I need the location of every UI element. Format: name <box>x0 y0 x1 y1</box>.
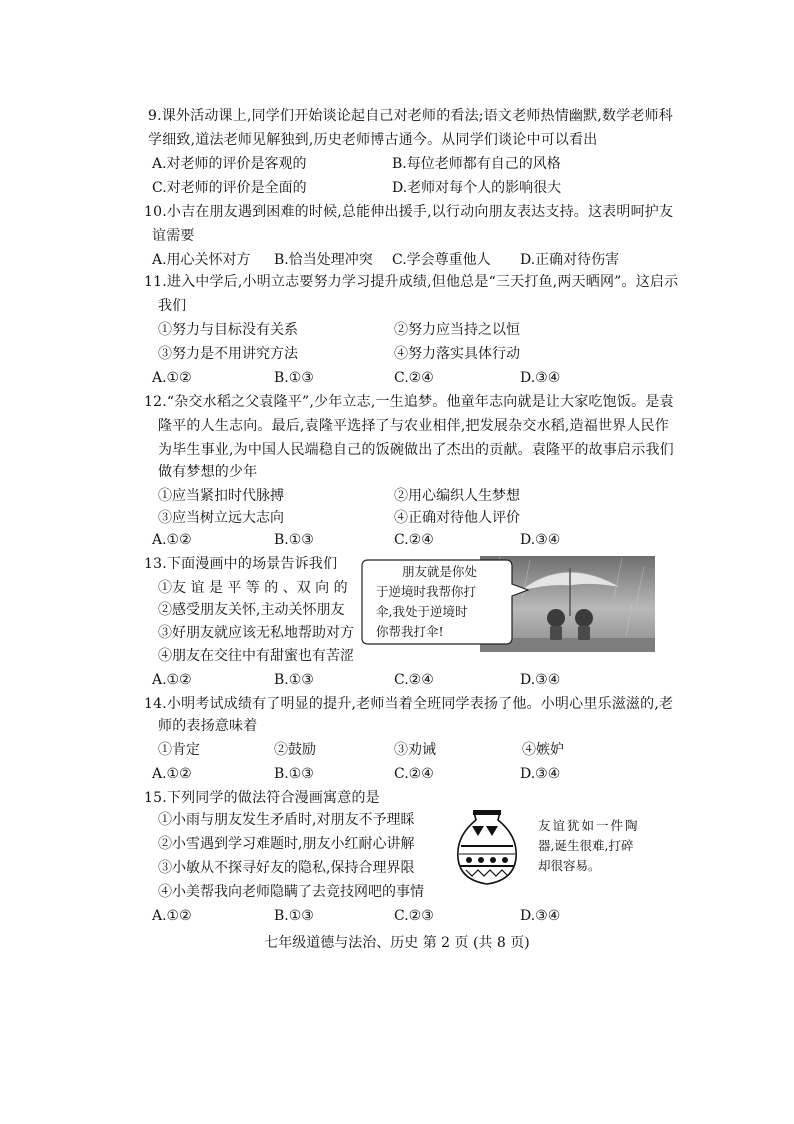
question-13-option-a: A.①② <box>152 672 192 688</box>
question-9-stem-line-2: 学细致,道法老师见解独到,历史老师博古通今。从同学们谈论中可以看出 <box>148 132 598 148</box>
bubble-text-line-4: 你帮我打伞! <box>376 624 444 639</box>
question-12-stem-line-4: 做有梦想的少年 <box>158 464 258 480</box>
question-12-option-d: D.③④ <box>520 532 561 548</box>
question-13-item-4: ④朋友在交往中有甜蜜也有苦涩 <box>158 648 354 664</box>
question-15-option-a: A.①② <box>152 908 192 924</box>
question-11-item-1: ①努力与目标没有关系 <box>158 322 298 338</box>
question-11-item-4: ④努力落实具体行动 <box>394 346 520 362</box>
question-11-item-3: ③努力是不用讲究方法 <box>158 346 298 362</box>
question-13-item-1: ①友 谊 是 平 等 的 、双 向 的 <box>158 580 348 596</box>
question-9-option-d: D.老师对每个人的影响很大 <box>392 180 562 196</box>
question-13-item-3: ③好朋友就应该无私地帮助对方 <box>158 625 354 641</box>
question-15-item-3: ③小敏从不探寻好友的隐私,保持合理界限 <box>158 860 415 876</box>
question-9-option-b: B.每位老师都有自己的风格 <box>392 156 561 172</box>
question-11-option-c: C.②④ <box>394 370 434 386</box>
question-13-option-d: D.③④ <box>520 672 561 688</box>
question-14-option-c: C.②④ <box>394 766 434 782</box>
question-11-option-b: B.①③ <box>274 370 314 386</box>
umbrella-friends-cartoon <box>360 556 655 652</box>
question-13-option-c: C.②④ <box>394 672 434 688</box>
vase-caption-line-2: 器,诞生很难,打碎 <box>538 838 634 853</box>
question-15-option-b: B.①③ <box>274 908 314 924</box>
vase-icon <box>452 808 522 888</box>
question-14-option-b: B.①③ <box>274 766 314 782</box>
question-14-item-3: ③劝诫 <box>394 742 436 758</box>
question-14-option-a: A.①② <box>152 766 192 782</box>
question-14-stem-line-2: 师的表扬意味着 <box>158 718 258 734</box>
question-10-option-d: D.正确对待伤害 <box>520 252 620 268</box>
vase-caption-line-1: 友谊犹如一件陶 <box>538 818 640 833</box>
question-9-stem-line-1: 9.课外活动课上,同学们开始谈论起自己对老师的看法;语文老师热情幽默,数学老师科 <box>148 108 673 124</box>
question-14-item-4: ④嫉妒 <box>522 742 564 758</box>
question-10-option-a: A.用心关怀对方 <box>152 252 251 268</box>
question-12-stem-line-2: 隆平的人生志向。最后,袁隆平选择了与农业相伴,把发展杂交水稻,造福世界人民作 <box>158 418 669 434</box>
question-14-stem-line-1: 14.小明考试成绩有了明显的提升,老师当着全班同学表扬了他。小明心里乐滋滋的,老 <box>144 696 674 712</box>
question-12-option-b: B.①③ <box>274 532 314 548</box>
question-15-option-c: C.②③ <box>394 908 434 924</box>
pottery-vase-cartoon <box>452 808 652 888</box>
question-12-stem-line-1: 12.“杂交水稻之父袁隆平”,少年立志,一生追梦。他童年志向就是让大家吃饱饭。是袁 <box>144 394 674 410</box>
question-15-item-4: ④小美帮我向老师隐瞒了去竞技网吧的事情 <box>158 884 424 900</box>
bubble-text-line-3: 伞,我处于逆境时 <box>376 604 468 619</box>
question-13-item-2: ②感受朋友关怀,主动关怀朋友 <box>158 602 345 618</box>
question-10-option-c: C.学会尊重他人 <box>392 252 491 268</box>
question-9-option-c: C.对老师的评价是全面的 <box>152 180 307 196</box>
question-15-stem-line-1: 15.下列同学的做法符合漫画寓意的是 <box>144 790 380 806</box>
question-11-option-a: A.①② <box>152 370 192 386</box>
question-12-item-4: ④正确对待他人评价 <box>394 510 520 526</box>
question-15-item-2: ②小雪遇到学习难题时,朋友小红耐心讲解 <box>158 836 415 852</box>
vase-caption-line-3: 却很容易。 <box>538 858 601 873</box>
question-12-item-3: ③应当树立远大志向 <box>158 510 284 526</box>
question-14-option-d: D.③④ <box>520 766 561 782</box>
question-12-option-c: C.②④ <box>394 532 434 548</box>
question-11-stem-line-1: 11.进入中学后,小明立志要努力学习提升成绩,但他总是“三天打鱼,两天晒网”。这启示 <box>144 274 679 290</box>
bubble-text-line-2: 于逆境时我帮你打 <box>376 584 477 599</box>
bubble-text-line-1: 朋友就是你处 <box>402 564 478 579</box>
question-13-option-b: B.①③ <box>274 672 314 688</box>
question-11-stem-line-2: 我们 <box>158 298 187 314</box>
question-9-option-a: A.对老师的评价是客观的 <box>152 156 307 172</box>
question-15-option-d: D.③④ <box>520 908 561 924</box>
question-10-option-b: B.恰当处理冲突 <box>274 252 373 268</box>
question-15-item-1: ①小雨与朋友发生矛盾时,对朋友不予理睬 <box>158 812 415 828</box>
question-14-item-2: ②鼓励 <box>274 742 316 758</box>
question-10-stem-line-2: 谊需要 <box>152 228 195 244</box>
question-14-item-1: ①肯定 <box>158 742 200 758</box>
question-12-item-2: ②用心编织人生梦想 <box>394 488 520 504</box>
question-10-stem-line-1: 10.小吉在朋友遇到困难的时候,总能伸出援手,以行动向朋友表达支持。这表明呵护友 <box>144 204 674 220</box>
question-13-stem-line-1: 13.下面漫画中的场景告诉我们 <box>144 556 338 572</box>
question-11-item-2: ②努力应当持之以恒 <box>394 322 520 338</box>
page-footer: 七年级道德与法治、历史 第 2 页 (共 8 页) <box>264 935 530 951</box>
question-12-stem-line-3: 为毕生事业,为中国人民端稳自己的饭碗做出了杰出的贡献。袁隆平的故事启示我们 <box>158 442 674 458</box>
question-11-option-d: D.③④ <box>520 370 561 386</box>
question-12-item-1: ①应当紧扣时代脉搏 <box>158 488 284 504</box>
question-12-option-a: A.①② <box>152 532 192 548</box>
